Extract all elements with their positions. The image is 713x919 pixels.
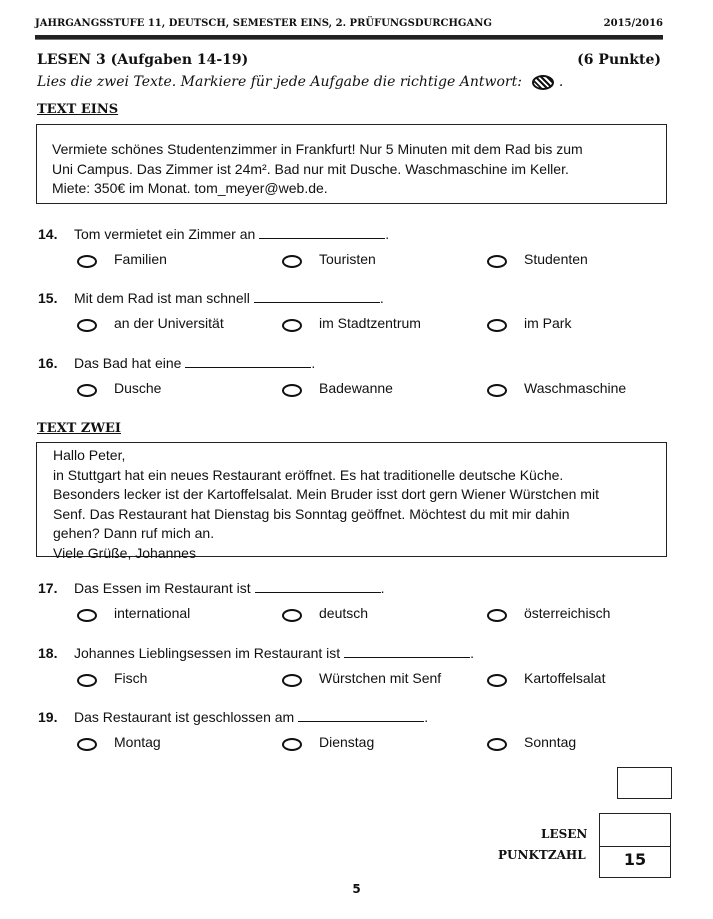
filled-oval-icon: [532, 75, 554, 90]
score-value: 15: [623, 850, 647, 869]
page-number: 5: [352, 882, 361, 896]
question-15: [38, 290, 384, 306]
section-name: LESEN 3 (Aufgaben 14-19): [37, 52, 249, 68]
section-points: (6 Punkte): [577, 52, 661, 68]
answer-option[interactable]: [487, 380, 626, 396]
option-label: Dusche: [114, 380, 162, 396]
option-label: im Park: [524, 315, 572, 331]
question-number: 16.: [38, 355, 58, 371]
oval-icon[interactable]: [487, 738, 507, 751]
answer-option[interactable]: [77, 605, 190, 621]
question-end: .: [470, 645, 475, 661]
score-box: [599, 813, 671, 878]
question-end: .: [424, 709, 429, 725]
question-number: 14.: [38, 226, 58, 242]
question-number: 15.: [38, 290, 58, 306]
answer-option[interactable]: [77, 380, 161, 396]
question-text: Mit dem Rad ist man schnell: [74, 290, 250, 306]
answer-blank: [344, 645, 470, 658]
oval-icon[interactable]: [77, 738, 97, 751]
answer-option[interactable]: [487, 251, 588, 267]
option-label: Waschmaschine: [524, 380, 627, 396]
question-number: 17.: [38, 580, 58, 596]
oval-icon[interactable]: [282, 319, 302, 332]
question-end: .: [311, 355, 316, 371]
option-label: an der Universität: [114, 315, 224, 331]
oval-icon[interactable]: [282, 384, 302, 397]
text2-line: Besonders lecker ist der Kartoffelsalat. Mein Bruder isst dort gern Wiener Würstchen mit: [53, 486, 599, 502]
text2-heading: TEXT ZWEI: [37, 421, 121, 436]
question-text: Das Essen im Restaurant ist: [74, 580, 251, 596]
oval-icon[interactable]: [282, 255, 302, 268]
option-label: international: [114, 605, 191, 621]
answer-blank: [185, 355, 311, 368]
option-label: österreichisch: [524, 605, 611, 621]
question-16: [38, 355, 315, 371]
question-14: [38, 226, 389, 242]
oval-icon[interactable]: [77, 674, 97, 687]
question-19: [38, 709, 428, 725]
text2-line: Hallo Peter,: [53, 447, 126, 463]
text2-line: gehen? Dann ruf mich an.: [53, 525, 215, 541]
answer-option[interactable]: [77, 315, 224, 331]
oval-icon[interactable]: [282, 674, 302, 687]
instruction-text: Lies die zwei Texte. Markiere für jede Aufgabe die richtige Antwort:: [37, 74, 522, 90]
header-year: 2015/2016: [603, 18, 663, 29]
answer-option[interactable]: [282, 734, 374, 750]
option-label: im Stadtzentrum: [319, 315, 421, 331]
option-label: Montag: [114, 734, 161, 750]
oval-icon[interactable]: [487, 319, 507, 332]
question-end: .: [379, 290, 384, 306]
header-course: JAHRGANGSSTUFE 11, DEUTSCH, SEMESTER EINS, 2. PRÜFUNGSDURCHGANG: [35, 18, 492, 29]
page-header: [35, 18, 663, 29]
score-box-empty[interactable]: [617, 767, 672, 799]
oval-icon[interactable]: [77, 609, 97, 622]
text2-line: in Stuttgart hat ein neues Restaurant eröffnet. Es hat traditionelle deutsche Küche.: [53, 466, 564, 483]
text1-box: [36, 124, 667, 204]
header-rule: [35, 35, 663, 40]
text1-line: Vermiete schönes Studentenzimmer in Frankfurt! Nur 5 Minuten mit dem Rad bis zum: [52, 141, 583, 157]
question-end: .: [380, 580, 385, 596]
oval-icon[interactable]: [77, 319, 97, 332]
option-label: Dienstag: [319, 734, 375, 750]
question-text: Das Restaurant ist geschlossen am: [74, 709, 295, 725]
oval-icon[interactable]: [77, 255, 97, 268]
answer-option[interactable]: [282, 251, 376, 267]
question-end: .: [385, 226, 390, 242]
instruction-end: .: [558, 74, 564, 90]
text2-line: Senf. Das Restaurant hat Dienstag bis Sonntag geöffnet. Möchtest du mit mir dahin: [53, 505, 570, 522]
answer-option[interactable]: [77, 251, 167, 267]
question-number: 19.: [38, 709, 58, 725]
question-18: [38, 645, 474, 661]
oval-icon[interactable]: [77, 384, 97, 397]
option-label: Studenten: [524, 251, 588, 267]
score-divider: [600, 846, 670, 847]
answer-option[interactable]: [77, 734, 161, 750]
option-label: Würstchen mit Senf: [319, 670, 442, 686]
text1-heading: TEXT EINS: [37, 102, 119, 117]
text2-line: Viele Grüße, Johannes: [53, 544, 196, 561]
oval-icon[interactable]: [487, 255, 507, 268]
answer-option[interactable]: [282, 670, 441, 686]
option-label: Touristen: [319, 251, 376, 267]
question-number: 18.: [38, 645, 58, 661]
question-text: Tom vermietet ein Zimmer an: [74, 226, 256, 242]
answer-option[interactable]: [282, 315, 421, 331]
option-label: Badewanne: [319, 380, 393, 396]
question-text: Das Bad hat eine: [74, 355, 182, 371]
answer-option[interactable]: [282, 605, 368, 621]
score-label-lesen: LESEN: [541, 827, 588, 841]
answer-option[interactable]: [487, 605, 610, 621]
text1-line: Uni Campus. Das Zimmer ist 24m². Bad nur mit Dusche. Waschmaschine im Keller.: [52, 160, 569, 177]
option-label: Fisch: [114, 670, 148, 686]
oval-icon[interactable]: [282, 609, 302, 622]
option-label: Kartoffelsalat: [524, 670, 606, 686]
answer-blank: [255, 580, 381, 593]
question-17: [38, 580, 385, 596]
score-label-punktzahl: PUNKTZAHL: [498, 848, 586, 862]
option-label: deutsch: [319, 605, 369, 621]
section-title: [37, 52, 661, 68]
text2-box: [36, 442, 667, 561]
answer-option[interactable]: [77, 670, 147, 686]
oval-icon[interactable]: [487, 609, 507, 622]
answer-option[interactable]: [487, 315, 571, 331]
answer-blank: [259, 226, 385, 239]
answer-option[interactable]: [282, 380, 393, 396]
answer-option[interactable]: [487, 670, 605, 686]
answer-option[interactable]: [487, 734, 576, 750]
text1-line: Miete: 350€ im Monat. tom_meyer@web.de.: [52, 180, 328, 196]
option-label: Familien: [114, 251, 167, 267]
oval-icon[interactable]: [282, 738, 302, 751]
option-label: Sonntag: [524, 734, 577, 750]
instruction: [37, 74, 563, 90]
oval-icon[interactable]: [487, 384, 507, 397]
oval-icon[interactable]: [487, 674, 507, 687]
answer-blank: [254, 290, 380, 303]
answer-blank: [298, 709, 424, 722]
question-text: Johannes Lieblingsessen im Restaurant ist: [74, 645, 341, 661]
